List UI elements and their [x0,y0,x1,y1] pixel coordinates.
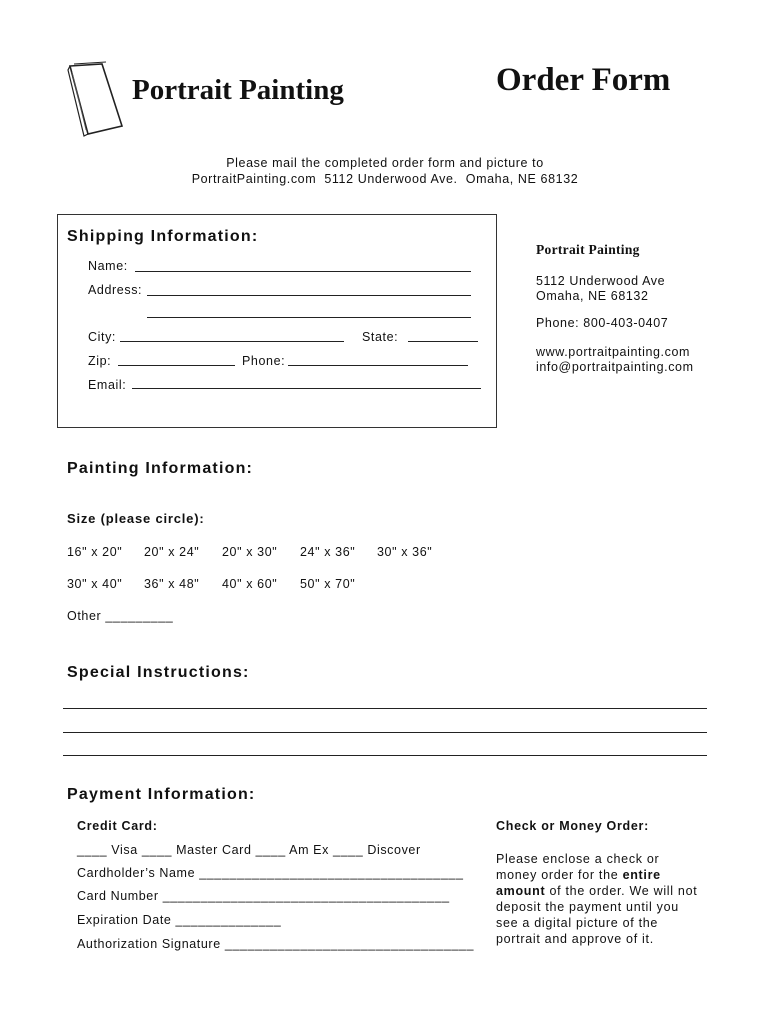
check-text-bold: entire amount [496,868,661,898]
mail-line-2: PortraitPainting.com 5112 Underwood Ave. Omaha, NE 68132 [191,172,579,186]
email-label: Email: [88,378,127,392]
city-label: City: [88,330,116,344]
expiration-date-field[interactable]: Expiration Date ______________ [77,913,282,927]
size-option[interactable]: 30" x 36" [377,545,433,559]
size-option[interactable]: 50" x 70" [300,577,356,591]
size-option[interactable]: 24" x 36" [300,545,356,559]
state-field[interactable] [408,341,478,342]
painting-heading: Painting Information: [67,460,254,477]
size-option[interactable]: 16" x 20" [67,545,123,559]
shipping-heading: Shipping Information: [67,228,259,245]
phone-field[interactable] [288,365,468,366]
check-text-2: of the order. We will not deposit the payment until you see a digital picture of the portrait and approve of it. [496,884,698,946]
contact-address [536,274,665,304]
size-option[interactable]: 20" x 24" [144,545,200,559]
address-field-1[interactable] [147,295,471,296]
name-label: Name: [88,259,128,273]
contact-address-1: 5112 Underwood Ave [536,274,666,288]
card-type-options[interactable]: ____ Visa ____ Master Card ____ Am Ex ____ Discover [77,843,421,857]
instructions-line-2[interactable] [63,732,707,733]
address-label: Address: [88,283,143,297]
zip-label: Zip: [88,354,112,368]
contact-web [536,345,694,375]
contact-phone: Phone: 800-403-0407 [536,316,669,330]
contact-email[interactable]: info@portraitpainting.com [536,360,694,374]
state-label: State: [362,330,399,344]
contact-address-2: Omaha, NE 68132 [536,289,649,303]
cardholder-name-field[interactable]: Cardholder’s Name ___________________________________ [77,866,464,880]
contact-company: Portrait Painting [536,242,640,257]
credit-card-label: Credit Card: [77,819,158,833]
instructions-line-1[interactable] [63,708,707,709]
authorization-signature-field[interactable]: Authorization Signature _________________________________ [77,937,475,951]
check-text-1: Please enclose a check or money order for the [496,852,660,882]
instructions-line-3[interactable] [63,755,707,756]
other-size-field[interactable]: Other _________ [67,609,174,623]
size-option[interactable]: 20" x 30" [222,545,278,559]
zip-field[interactable] [118,365,235,366]
payment-heading: Payment Information: [67,786,256,803]
contact-website[interactable]: www.portraitpainting.com [536,345,691,359]
card-number-field[interactable]: Card Number ______________________________________ [77,889,450,903]
size-label: Size (please circle): [67,511,205,526]
address-field-2[interactable] [147,317,471,318]
mail-instructions [0,155,770,187]
size-option[interactable]: 40" x 60" [222,577,278,591]
name-field[interactable] [135,271,471,272]
check-label: Check or Money Order: [496,819,649,833]
special-heading: Special Instructions: [67,664,250,681]
size-option[interactable]: 30" x 40" [67,577,123,591]
city-field[interactable] [120,341,344,342]
mail-line-1: Please mail the completed order form and picture to [226,156,544,170]
size-option[interactable]: 36" x 48" [144,577,200,591]
logo-text: Portrait Painting [132,74,344,106]
phone-label: Phone: [242,354,286,368]
shipping-box [57,214,497,428]
logo-icon [66,60,126,138]
form-title: Order Form [496,62,671,98]
email-field[interactable] [132,388,481,389]
check-instructions [496,851,701,947]
